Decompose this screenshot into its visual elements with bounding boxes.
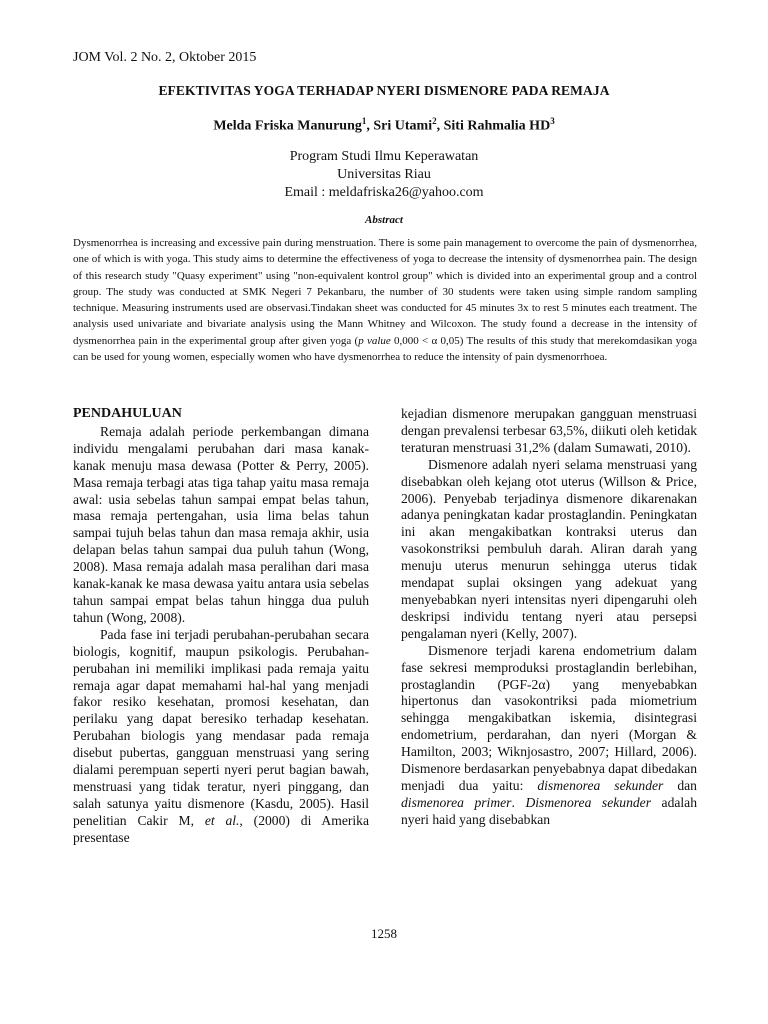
paragraph-part: Pada fase ini terjadi perubahan-perubahan secara biologis, kognitif, maupun psikologis. Perubahan-perubahan ini memiliki implikasi pada remaja yaitu remaja agar dapat memahami hal-hal yang menjadi fakor resiko kesehatan, promosi kesehatan, dan perilaku yang dapat beresiko terhadap kesehatan. Perubahan biologis yang mendasar pada remaja disebut pubertas, gangguan menstruasi yang sering dialami perempuan seperti nyeri perut bagian bawah, menstruasi yang tidak teratur, nyeri pinggang, dan salah satunya yaitu dismenore (Kasdu, 2005). Hasil penelitian Cakir M,	[73, 626, 369, 828]
citation-etal: et al.,	[204, 812, 243, 828]
paragraph-part: Dismenore terjadi karena endometrium dalam fase sekresi memproduksi prostaglandin berlebihan, prostaglandin (PGF-2α) yang menyebabkan hipertonus dan vasokontriksi pada miometrium sehingga mengakibatkan iskemia, disintegrasi endometrium, perdarahan, dan nyeri (Morgan & Hamilton, 2003; Wiknjosastro, 2007; Hillard, 2006). Dismenore berdasarkan penyebabnya dapat dibedakan menjadi dua yaitu:	[401, 642, 697, 793]
paragraph-part: .	[511, 794, 526, 810]
author-name: Sri Utami	[373, 118, 433, 134]
abstract-heading: Abstract	[365, 214, 403, 226]
paragraph: Remaja adalah periode perkembangan dimana individu mengalami perubahan dari masa kanak-kanak menuju masa dewasa (Potter & Perry, 2005). Masa remaja terbagi atas tiga tahap yaitu masa remaja awal: usia sebelas tahun sampai empat belas tahun, masa remaja pertengahan, usia lima belas tahun sampai tujuh belas tahun dan masa remaja akhir, usia delapan belas tahun sampai dua puluh tahun (Wong, 2008). Masa remaja adalah masa peralihan dari masa kanak-kanak ke masa dewasa yaitu antara usia sebelas tahun sampai empat belas tahun hingga dua puluh tahun (Wong, 2008).	[73, 423, 369, 625]
abstract-text	[73, 235, 697, 365]
abstract-text-part: 0,000 < α 0,05) The results of this study that merekomdasikan yoga can be used for young women, especially women who have dysmenorrhea to reduce the intensity of pain dysmenorrhoea.	[73, 334, 697, 364]
affiliation-program: Program Studi Ilmu Keperawatan	[289, 149, 479, 164]
journal-header: JOM Vol. 2 No. 2, Oktober 2015	[73, 50, 257, 65]
author-name: Melda Friska Manurung	[213, 118, 362, 134]
term-dismenorea-primer: dismenorea primer	[401, 794, 512, 810]
author-affiliation-mark: 2	[432, 116, 437, 126]
paragraph: Dismenore adalah nyeri selama menstruasi yang disebabkan oleh kejang otot uterus (Willson & Price, 2006). Penyebab terjadinya dismenore dikarenakan adanya peningkatan kadar prostaglandin. Peningkatan ini akan mengakibatkan kontraksi uterus dan vasokonstriksi pembuluh darah. Aliran darah yang menuju uterus menurun sehingga uterus tidak mendapat suplai oksingen yang adekuat yang menyebabkan nyeri intensitas nyeri dipengaruhi oleh deskripsi individu tentang nyeri atau persepsi pengalaman nyeri (Kelly, 2007).	[401, 456, 697, 641]
body-column-left	[73, 406, 369, 847]
paragraph-part: adalah nyeri haid yang disebabkan	[401, 794, 698, 827]
term-dismenorea-sekunder: Dismenorea sekunder	[525, 794, 651, 810]
paragraph-part: dan	[663, 777, 697, 793]
paragraph	[401, 643, 697, 829]
affiliation-university: Universitas Riau	[337, 167, 431, 182]
author-affiliation-mark: 3	[550, 116, 555, 126]
author-affiliation-mark: 1	[361, 116, 367, 126]
abstract-pvalue-label: p value	[358, 334, 391, 347]
abstract-text-part: Dysmenorrhea is increasing and excessive pain during menstruation. There is some pain management to overcome the pain of dysmenorrhea, one of which is with yoga. This study aims to determine the effectiveness of yoga to decrease the intensity of dysmenorrhea pain. The design of this research study "Quasy experiment" using "non-equivalent kontrol group" which is divided into an experimental group and a control group. The study was conducted at SMK Negeri 7 Pekanbaru, the number of 30 students were taken using simple random sampling technique. Measuring instruments used are observasi.Tindakan sheet was conducted for 45 minutes 3x to rest 5 minutes each treatment. The analysis used univariate and bivariate analysis using the Mann Whitney and Wilcoxon. The study found a decrease in the intensity of dysmenorrhea pain in the experimental group after given yoga (	[73, 237, 697, 347]
author-name: Siti Rahmalia HD	[443, 118, 551, 134]
term-dismenorea-sekunder: dismenorea sekunder	[537, 777, 664, 793]
author-list: Melda Friska Manurung$^1$, Sri Utami$^2$, Siti Rahmalia $HD^3$	[213, 116, 555, 134]
section-heading: PENDAHULUAN	[73, 406, 182, 421]
affiliation-block	[0, 148, 768, 202]
author-email: Email : meldafriska26@yahoo.com	[284, 185, 484, 200]
paragraph-part: (2000) di Amerika presentase	[73, 812, 369, 845]
page-number: 1258	[371, 926, 397, 941]
paragraph: kejadian dismenore merupakan gangguan menstruasi dengan prevalensi terbesar 63,5%, diikuti oleh ketidak teraturan menstruasi 31,2% (dalam Sumawati, 2010).	[401, 406, 697, 455]
paper-title: EFEKTIVITAS YOGA TERHADAP NYERI DISMENORE PADA REMAJA	[158, 83, 610, 98]
body-column-right	[401, 406, 697, 829]
paragraph	[73, 627, 369, 847]
